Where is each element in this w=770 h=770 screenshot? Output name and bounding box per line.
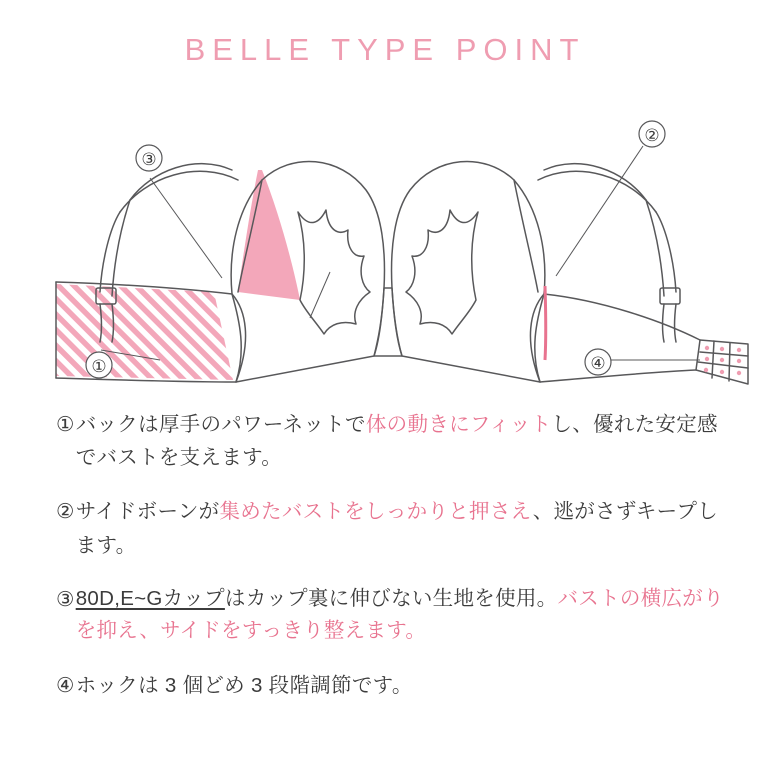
right-strap-tail xyxy=(675,304,677,342)
left-strap-down-outer xyxy=(112,200,130,296)
note-number-4: ④ xyxy=(56,673,75,697)
note-4-seg-0: ホックは 3 個どめ 3 段階調節です。 xyxy=(75,673,413,697)
right-strap-outer xyxy=(544,164,646,200)
left-back-panel-fill xyxy=(56,284,233,380)
left-cup-scallop xyxy=(298,210,370,334)
note-number-1: ① xyxy=(56,413,75,436)
callout-3-label: ③ xyxy=(141,150,157,169)
right-band-top xyxy=(544,294,700,340)
note-2-seg-0: サイドボーンが xyxy=(75,500,220,524)
note-item-4 xyxy=(56,669,728,702)
note-text-4 xyxy=(76,669,728,702)
right-cup-scallop xyxy=(406,210,478,334)
center-gore xyxy=(374,288,402,356)
note-text-2 xyxy=(76,495,728,561)
page-title: BELLE TYPE POINT xyxy=(184,32,586,67)
note-2-seg-2: 、逃がさずキープします。 xyxy=(75,500,719,557)
note-number-3: ③ xyxy=(56,587,75,611)
hook-line-1 xyxy=(712,341,714,378)
note-3-seg-1: はカップ裏に伸びない生地を使用。 xyxy=(224,586,558,610)
side-bone-line-right xyxy=(545,286,546,360)
note-item-2 xyxy=(56,495,728,561)
callout-1-label: ① xyxy=(91,357,107,376)
note-2-seg-1: 集めたバストをしっかりと押さえ xyxy=(219,500,533,524)
note-text-3 xyxy=(76,583,728,648)
note-1-seg-2: し、優れた安定感でバストを支えます。 xyxy=(75,413,718,470)
note-number-2: ② xyxy=(56,500,75,524)
note-item-3 xyxy=(56,583,728,648)
note-1-seg-0: バックは厚手のパワーネットで xyxy=(75,413,366,436)
note-3-seg-0: 80D,E~Gカップ xyxy=(75,586,225,610)
bra-illustration xyxy=(0,60,770,390)
hook-row-2 xyxy=(698,362,748,368)
side-bone-fill-left xyxy=(238,170,300,300)
callout-4-label: ④ xyxy=(590,354,606,373)
callout-2-label: ② xyxy=(644,126,660,145)
note-item-1 xyxy=(56,408,728,474)
note-1-seg-1: 体の動きにフィット xyxy=(365,413,552,436)
notes-list xyxy=(56,408,728,723)
note-text-1 xyxy=(76,408,728,474)
hook-line-2 xyxy=(729,343,730,381)
hook-dots xyxy=(704,346,741,375)
right-strap-down-outer xyxy=(646,200,664,296)
hook-row-1 xyxy=(700,352,748,356)
note-3-seg-2: バストの横広がりを抑え、サイドをすっきり整えます。 xyxy=(75,586,724,643)
right-band-bottom xyxy=(540,370,696,382)
right-strap-tail-2 xyxy=(663,304,665,342)
